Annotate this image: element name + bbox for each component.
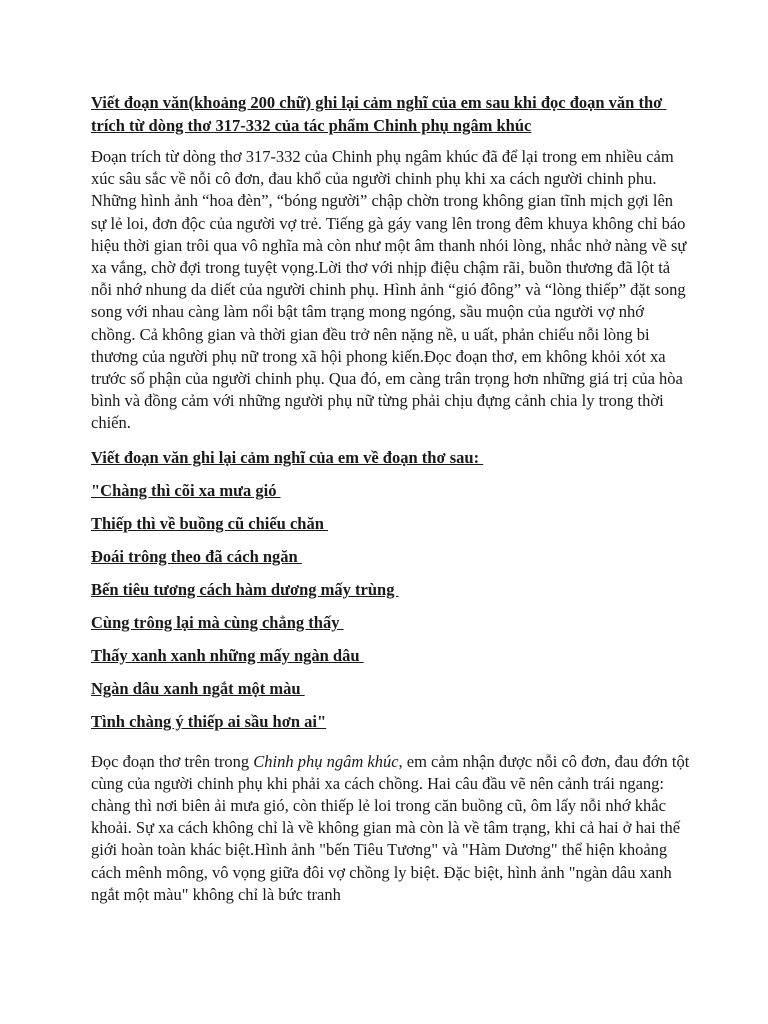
paragraph-2-lead: Đọc đoạn thơ trên trong	[91, 751, 254, 771]
poem-lines	[91, 480, 691, 733]
work-title-italic: Chinh phụ ngâm khúc	[253, 751, 399, 771]
poem-line: Thấy xanh xanh những mấy ngàn dâu	[91, 645, 364, 665]
poem-line: Đoái trông theo đã cách ngăn	[91, 546, 302, 566]
poem-line: Thiếp thì về buồng cũ chiếu chăn	[91, 513, 329, 533]
poem-prompt: Viết đoạn văn ghi lại cảm nghĩ của em về đoạn thơ sau:	[91, 447, 484, 467]
poem-line: Ngàn dâu xanh ngắt một màu	[91, 678, 305, 698]
document-page	[91, 92, 694, 906]
poem-line: Tình chàng ý thiếp ai sầu hơn ai"	[91, 711, 327, 731]
poem-line: "Chàng thì cõi xa mưa gió	[91, 480, 281, 500]
poem-line: Bến tiêu tương cách hàm dương mấy trùng	[91, 579, 399, 599]
essay-paragraph-2	[91, 751, 694, 906]
poem-line: Cùng trông lại mà cùng chẳng thấy	[91, 612, 344, 632]
paragraph-2-rest: , em cảm nhận được nỗi cô đơn, đau đớn tột cùng của người chinh phụ khi phải xa cách chồng. Hai câu đầu vẽ nên cảnh trái ngang: chàng thì nơi biên ải mưa gió, còn thiếp lẻ loi trong căn buồng cũ, ôm lấy nỗi nhớ khắc khoải. Sự xa cách không chỉ là về không gian mà còn là về tâm trạng, khi cả hai ở hai thế giới hoàn toàn khác biệt.Hình ảnh "bến Tiêu Tương" và "Hàm Dương" thể hiện khoảng cách mênh mông, vô vọng giữa đôi vợ chồng ly biệt. Đặc biệt, hình ảnh "ngàn dâu xanh ngắt một màu" không chỉ là bức tranh	[91, 751, 694, 904]
document-title: Viết đoạn văn(khoảng 200 chữ) ghi lại cảm nghĩ của em sau khi đọc đoạn văn thơ trích từ dòng thơ 317-332 của tác phẩm Chinh phụ ngâm khúc	[91, 93, 667, 135]
essay-paragraph-1: Đoạn trích từ dòng thơ 317-332 của Chinh phụ ngâm khúc đã để lại trong em nhiều cảm xúc sâu sắc về nỗi cô đơn, đau khổ của người chinh phụ khi xa cách người chinh phu. Những hình ảnh “hoa đèn”, “bóng người” chập chờn trong không gian tĩnh mịch gợi lên sự lẻ loi, đơn độc của người vợ trẻ. Tiếng gà gáy vang lên trong đêm khuya không chỉ báo hiệu thời gian trôi qua vô nghĩa mà còn như một âm thanh nhói lòng, nhắc nhở nàng về sự xa vắng, chờ đợi trong tuyệt vọng.Lời thơ với nhịp điệu chậm rãi, buồn thương đã lột tả nỗi nhớ nhung da diết của người chinh phụ. Hình ảnh “gió đông” và “lòng thiếp” đặt song song với nhau càng làm nổi bật tâm trạng mong ngóng, sầu muộn của người vợ nhớ chồng. Cả không gian và thời gian đều trở nên nặng nề, u uất, phản chiếu nỗi lòng bi thương của người phụ nữ trong xã hội phong kiến.Đọc đoạn thơ, em không khỏi xót xa trước số phận của người chinh phụ. Qua đó, em càng trân trọng hơn những giá trị của hòa bình và đồng cảm với những người phụ nữ từng phải chịu đựng cảnh chia ly trong thời chiến.	[91, 147, 691, 433]
